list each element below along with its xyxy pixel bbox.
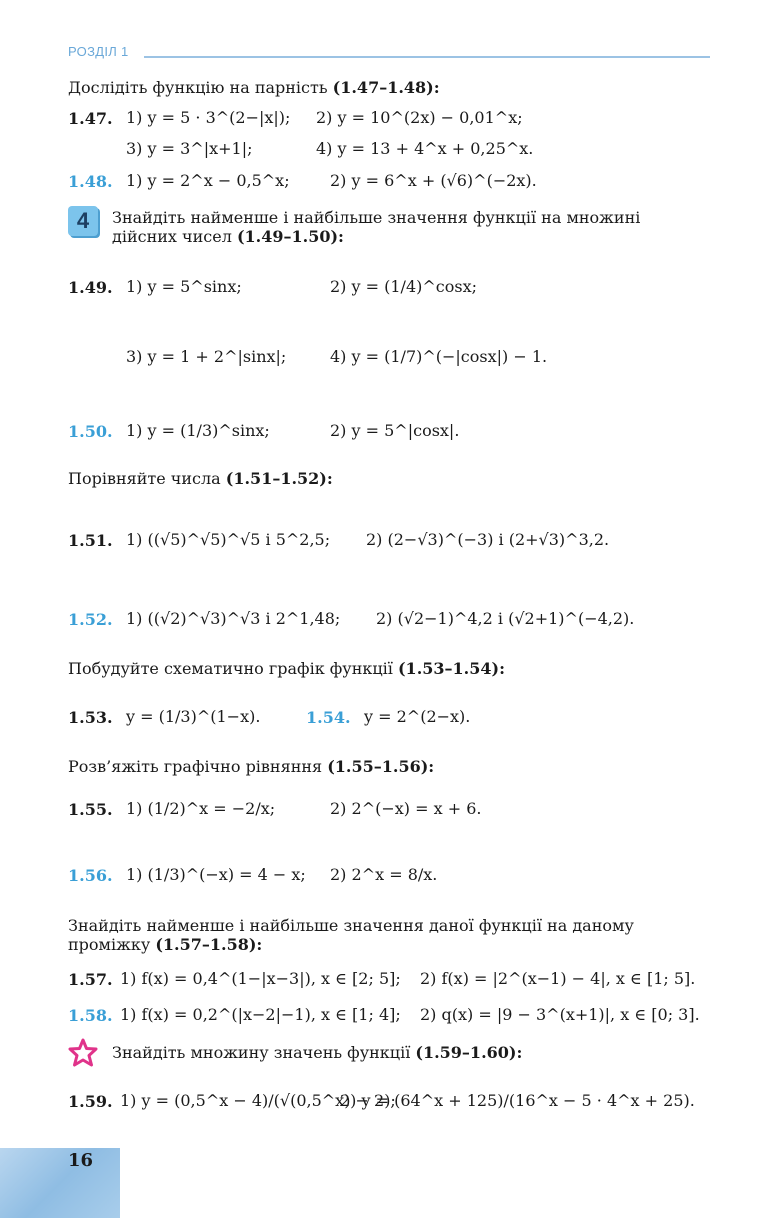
exercise-formula: 1) y = 5 · 3^(2−|x|); xyxy=(126,108,291,127)
exercise-number: 1.49. xyxy=(68,278,113,297)
exercise-number: 1.59. xyxy=(68,1092,113,1111)
exercise-formula: 3) y = 1 + 2^|sinx|; xyxy=(126,347,287,366)
instruction-1-59: Знайдіть множину значень функції (1.59–1.60): xyxy=(112,1043,523,1062)
exercise-formula: 2) 2^(−x) = x + 6. xyxy=(330,799,482,818)
star-icon xyxy=(68,1038,98,1068)
chapter-label: РОЗДІЛ 1 xyxy=(68,44,129,59)
exercise-formula: y = (1/3)^(1−x). xyxy=(126,707,261,726)
instruction-1-55: Розв’яжіть графічно рівняння (1.55–1.56): xyxy=(68,757,435,776)
exercise-formula: 2) y = (64^x + 125)/(16^x − 5 · 4^x + 25). xyxy=(340,1091,695,1110)
exercise-formula: 4) y = (1/7)^(−|cosx|) − 1. xyxy=(330,347,548,366)
instruction-1-49: Знайдіть найменше і найбільше значення функції на множині дійсних чисел (1.49–1.50): xyxy=(112,208,641,246)
exercise-formula: 1) y = (0,5^x − 4)/(√(0,5^x) − 2); xyxy=(120,1091,396,1110)
page-corner-decoration xyxy=(0,1148,120,1218)
page-number: 16 xyxy=(68,1150,94,1171)
instruction-1-57: Знайдіть найменше і найбільше значення даної функції на даному проміжку (1.57–1.58): xyxy=(68,916,634,954)
exercise-formula: 1) f(x) = 0,2^(|x−2|−1), x ∈ [1; 4]; xyxy=(120,1005,401,1024)
exercise-formula: 2) (√2−1)^4,2 і (√2+1)^(−4,2). xyxy=(376,609,635,628)
exercise-formula: 4) y = 13 + 4^x + 0,25^x. xyxy=(316,139,534,158)
exercise-formula: 1) ((√5)^√5)^√5 і 5^2,5; xyxy=(126,530,331,549)
exercise-formula: 2) y = 10^(2x) − 0,01^x; xyxy=(316,108,523,127)
exercise-number: 1.48. xyxy=(68,172,113,191)
exercise-formula: 3) y = 3^|x+1|; xyxy=(126,139,253,158)
exercise-formula: 1) f(x) = 0,4^(1−|x−3|), x ∈ [2; 5]; xyxy=(120,969,401,988)
instruction-1-53: Побудуйте схематично графік функції (1.53–1.54): xyxy=(68,659,505,678)
exercise-formula: 2) y = 5^|cosx|. xyxy=(330,421,460,440)
running-header xyxy=(68,44,710,70)
exercise-number: 1.47. xyxy=(68,109,113,128)
exercise-number: 1.57. xyxy=(68,970,113,989)
exercise-formula: 2) y = 6^x + (√6)^(−2x). xyxy=(330,171,537,190)
exercise-formula: 1) y = (1/3)^sinx; xyxy=(126,421,270,440)
exercise-number: 1.51. xyxy=(68,531,113,550)
exercise-number: 1.52. xyxy=(68,610,113,629)
exercise-number: 1.53. xyxy=(68,708,113,727)
exercise-formula: 2) f(x) = |2^(x−1) − 4|, x ∈ [1; 5]. xyxy=(420,969,696,988)
exercise-formula: 1) (1/3)^(−x) = 4 − x; xyxy=(126,865,306,884)
exercise-formula: y = 2^(2−x). xyxy=(364,707,471,726)
exercise-formula: 2) (2−√3)^(−3) і (2+√3)^3,2. xyxy=(366,530,610,549)
exercise-formula: 1) y = 5^sinx; xyxy=(126,277,242,296)
exercise-formula: 2) y = (1/4)^cosx; xyxy=(330,277,477,296)
exercise-formula: 1) ((√2)^√3)^√3 і 2^1,48; xyxy=(126,609,341,628)
exercise-number: 1.50. xyxy=(68,422,113,441)
exercise-formula: 1) y = 2^x − 0,5^x; xyxy=(126,171,290,190)
exercise-number: 1.54. xyxy=(306,708,351,727)
instruction-1-51: Порівняйте числа (1.51–1.52): xyxy=(68,469,333,488)
instruction-1-47: Дослідіть функцію на парність (1.47–1.48): xyxy=(68,78,440,97)
exercise-number: 1.56. xyxy=(68,866,113,885)
header-rule xyxy=(144,56,710,58)
exercise-formula: 2) 2^x = 8/x. xyxy=(330,865,438,884)
exercise-number: 1.55. xyxy=(68,800,113,819)
exercise-formula: 2) q(x) = |9 − 3^(x+1)|, x ∈ [0; 3]. xyxy=(420,1005,700,1024)
level-4-badge: 4 xyxy=(68,206,98,236)
exercise-formula: 1) (1/2)^x = −2/x; xyxy=(126,799,276,818)
exercise-number: 1.58. xyxy=(68,1006,113,1025)
